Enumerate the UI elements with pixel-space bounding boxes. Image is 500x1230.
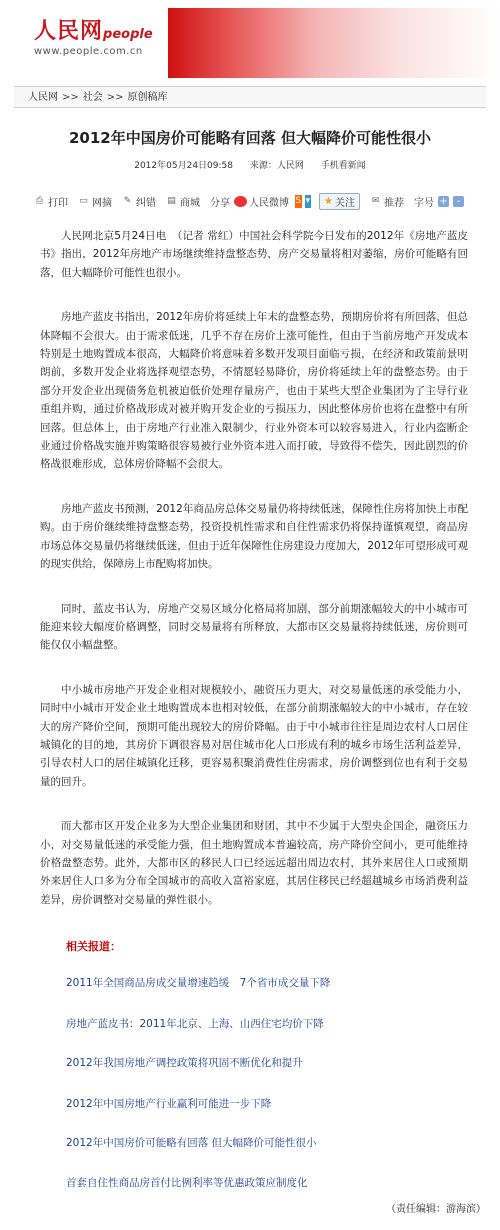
related-heading: 相关报道： xyxy=(66,940,121,953)
font-increase-button[interactable]: + xyxy=(439,195,448,207)
mobile-news-link[interactable]: 手机看新闻 xyxy=(320,161,366,171)
article-body xyxy=(40,227,468,935)
related-link[interactable]: 房地产蓝皮书：2011年北京、上海、山西住宅均价下降 xyxy=(66,1018,324,1030)
font-decrease-button[interactable]: - xyxy=(453,196,464,207)
share-more-icon[interactable]: ▾ xyxy=(305,195,311,206)
breadcrumb-sep: >> xyxy=(106,92,124,103)
breadcrumb-sep: >> xyxy=(62,92,79,103)
site-header xyxy=(0,0,500,82)
bookmark-icon: ▭ xyxy=(79,195,88,206)
breadcrumb-item-home[interactable]: 人民网 xyxy=(28,92,58,103)
weibo-icon xyxy=(234,196,247,207)
article-meta xyxy=(0,158,500,171)
related-link[interactable]: 2012年中国房地产行业赢利可能进一步下降 xyxy=(66,1098,272,1110)
print-button[interactable]: ⎙ 打印 xyxy=(35,195,68,209)
share-s-icon[interactable]: S xyxy=(295,195,302,206)
related-link[interactable]: 2011年全国商品房成交量增速趋缓 7个省市成交量下降 xyxy=(66,977,331,989)
cart-icon: ▤ xyxy=(167,195,176,206)
article-toolbar xyxy=(34,193,464,209)
logo-url: www.people.com.cn xyxy=(34,46,143,57)
recommend-button[interactable]: ✉ 推荐 xyxy=(371,195,404,209)
breadcrumb-item-society[interactable]: 社会 xyxy=(82,92,103,103)
mail-icon: ✉ xyxy=(371,195,380,206)
paragraph: 中小城市房地产开发企业相对规模较小，融资压力更大，对交易量低迷的承受能力小，同时中小城市开发企业土地购置成本也相对较低，在部分前期涨幅较大的中小城市，存在较大的房产降价空间，预期可能出现较大的房价降幅。由于中小城市往往是周边农村人口居住城镇化的目的地，其房价下调很容易对居住城市化人口形成有利的城乡市场生活利益差异，引导农村人口的居住城镇化迁移，更容易积聚消费性住房需求，房价调整到位也有利于交易量的回升。 xyxy=(40,683,468,788)
paragraph: 而大都市区开发企业多为大型企业集团和财团，其中不少属于大型央企国企，融资压力小，对交易量低迷的承受能力强，但土地购置成本普遍较高，房产降价空间小，更可能维持价格盘整态势。此外，大都市区的移民人口已经远远超出周边农村，其外来居住人口或预期外来居住人口多为分布全国城市的高收入富裕家庭，其居住移民已经超越城乡市场消费利益差异，房价调整对交易量的弹性很小。 xyxy=(40,820,468,906)
netpick-button[interactable]: ▭ 网摘 xyxy=(79,195,112,209)
related-link[interactable]: 首套自住性商品房首付比例利率等优惠政策应制度化 xyxy=(66,1177,308,1189)
page-title: 2012年中国房价可能略有回落 但大幅降价可能性很小 xyxy=(69,129,431,147)
paragraph: 房地产蓝皮书指出，2012年房价将延续上年末的盘整态势，预期房价将有所回落，但总体降幅不会很大。由于需求低迷，几乎不存在房价上涨可能性，但由于当前房地产开发成本特别是土地购置成本很高，大幅降价将意味着多数开发项目面临亏损，在经济和政策前景明朗前，多数开发企业将选择观望态势，不情愿轻易降价，房价将延续上年的盘整态势。由于部分开发企业出现债务危机被迫低价处理存量房产，也由于某些大型企业集团为了主导行业重组并购，通过价格战形成对被并购开发企业的亏损压力，因此整体房价也将在盘整中有所回落。但总体上，由于房地产行业准入限制少，行业外资本可以较容易进入，行业内盗断企业通过价格战实施并购策略很容易被行业外资本进入而打破，导致得不偿失，因此剧烈的价格战很难形成，总体房价降幅不会很大。 xyxy=(40,311,468,471)
breadcrumb-item-original[interactable]: 原创稿库 xyxy=(127,92,168,103)
font-size-control xyxy=(414,194,464,209)
paragraph: 人民网北京5月24日电 （记者 常红）中国社会科学院今日发布的2012年《房地产蓝皮书》指出，2012年房地产市场继续维持盘整态势，房产交易量将相对萎缩，房价可能略有回落，但大幅降价可能性也很小。 xyxy=(40,230,468,279)
breadcrumb xyxy=(14,86,486,108)
site-logo[interactable] xyxy=(34,14,156,70)
responsible-editor: （责任编辑：游海滨） xyxy=(386,1204,486,1215)
logo-people: people xyxy=(103,27,153,42)
paragraph: 房地产蓝皮书预测，2012年商品房总体交易量仍将持续低迷，保障性住房将加快上市配购。由于房价继续维持盘整态势，投资投机性需求和自住性需求仍将保持谨慎观望，商品房市场总体交易量仍将继续低迷，但由于近年保障性住房建设力度加大，2012年可望形成可观的现实供给，保障房上市配购将加快。 xyxy=(40,502,468,571)
star-icon: ★ xyxy=(324,195,333,207)
logo-text: 人民网people xyxy=(34,18,153,44)
printer-icon: ⎙ xyxy=(35,195,44,206)
header-banner[interactable] xyxy=(168,8,500,78)
correct-button[interactable]: ✎ 纠错 xyxy=(123,195,156,209)
weibo-share-button[interactable]: 人民微博 xyxy=(234,194,289,209)
follow-button[interactable]: ★ 关注 xyxy=(319,193,360,210)
article-source: 来源：人民网 xyxy=(249,161,304,171)
font-size-label: 字号 xyxy=(414,197,434,209)
pencil-icon: ✎ xyxy=(123,195,132,206)
related-link[interactable]: 2012年中国房价可能略有回落 但大幅降价可能性很小 xyxy=(66,1137,317,1149)
article-date: 2012年05月24日09:58 xyxy=(134,161,233,171)
shop-button[interactable]: ▤ 商城 xyxy=(167,195,200,209)
related-link[interactable]: 2012年我国房地产调控政策将巩固不断优化和提升 xyxy=(66,1057,303,1069)
share-label: 分享 xyxy=(210,197,230,209)
paragraph: 同时，蓝皮书认为，房地产交易区域分化格局将加剧，部分前期涨幅较大的中小城市可能迎来较大幅度价格调整，同时交易量将有所释放，大都市区交易量将持续低迷，房价则可能仅仅小幅盘整。 xyxy=(40,602,468,652)
